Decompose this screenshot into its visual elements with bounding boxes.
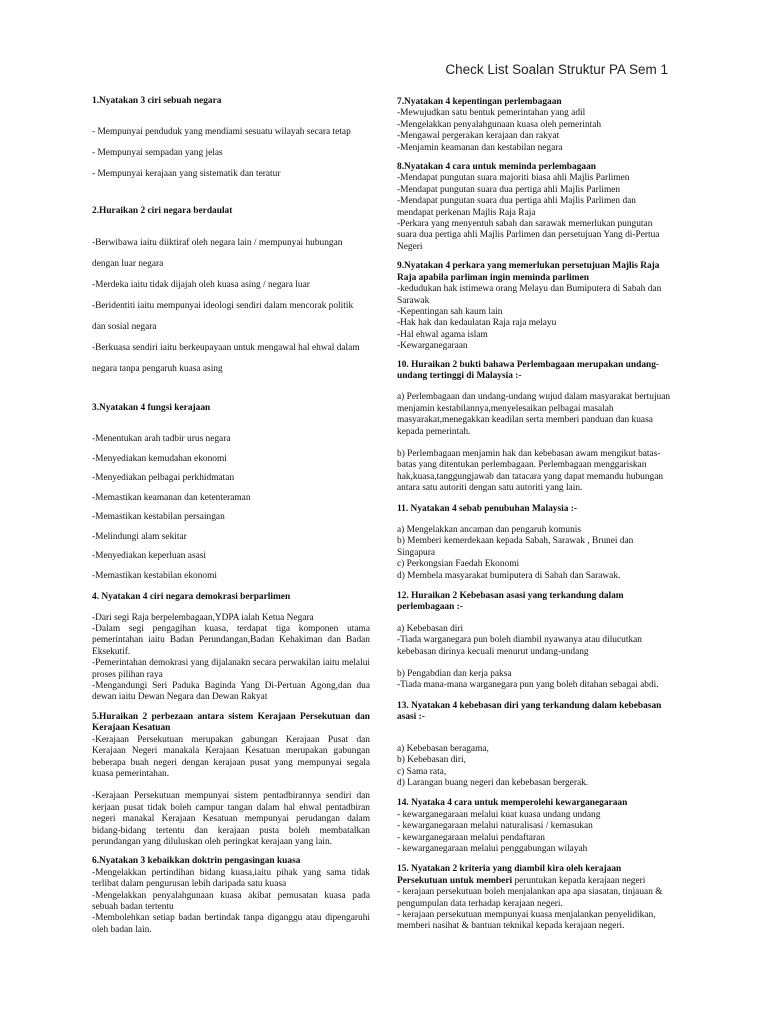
section-12-item-title: b) Pengabdian dan kerja paksa [397,669,512,680]
section-14 [397,798,673,855]
section-11-item: d) Membela masyarakat bumiputera di Sabah dan Sarawak. [397,570,621,581]
section-15 [397,864,673,932]
section-6-point: -Mengelakkan penyalahgunaan kuasa akibat pemusatan kuasa pada sebuah badan tertentu [92,890,370,912]
section-9 [397,261,673,352]
section-2-item: negara tanpa pengaruh kuasa asing [92,363,223,374]
section-7-heading: 7.Nyatakan 4 kepentingan perlembagaan [397,97,562,107]
section-4-point: -Mengandungi Seri Paduka Baginda Yang Di-Pertuan Agong,dan dua dewan iaitu Dewan Negara dan Dewan Rakyat [92,681,370,703]
section-3-item: -Memastikan kestabilan persaingan [92,512,225,523]
section-6-heading: 6.Nyatakan 3 kebaikkan doktrin pengasingan kuasa [92,856,301,867]
section-13-heading: 13. Nyatakan 4 kebebasan diri yang terkandung dalam kebebasan asasi :- [397,700,662,723]
section-7 [397,97,673,154]
section-12 [397,591,673,692]
section-13-item: c) Sama rata, [397,766,447,777]
section-2-item: -Merdeka iaitu tidak dijajah oleh kuasa asing / negara luar [92,279,310,290]
section-10-point: b) Perlembagaan menjamin hak dan kebebasan awam mengikut batas-batas yang ditentukan perlembagaan. Perlembagaan menggariskan hak,kuasa,tanggungjawab dan tatacara yang dapat memandu hubungan antara satu autoriti dengan satu autoriti yang lain. [397,448,664,494]
section-4 [92,592,370,704]
document-title: Check List Soalan Struktur PA Sem 1 [445,62,668,77]
section-9-heading: 9.Nyatakan 4 perkara yang memerlukan persetujuan Majlis Raja Raja apabila parliman ingin meminda parlimen [397,261,660,283]
section-10 [397,360,673,495]
section-2-heading: 2.Huraikan 2 ciri negara berdaulat [92,206,233,217]
section-7-item: -Mewujudkan satu bentuk pemerintahan yang adil [397,108,586,119]
section-12-heading: 12. Huraikan 2 Kebebasan asasi yang terkandung dalam perlembagaan :- [397,591,624,613]
section-12-item-text: -Tiada warganegara pun boleh diambil nyawanya atau dilucutkan kebebasan dirinya kecuali menurut undang-undang [397,635,642,657]
section-14-item: - kewarganegaraan melalui penggabungan wilayah [397,843,588,854]
section-2-item: dan sosial negara [92,321,157,332]
section-9-item: -Kewarganegaraan [397,341,468,352]
section-2-item: dengan luar negara [92,258,164,269]
section-3-item: -Melindungi alam sekitar [92,531,187,542]
section-11-item: a) Mengelakkan ancaman dan pengaruh komunis [397,525,582,535]
section-13-item: b) Kebebasan diri, [397,755,466,766]
section-14-item: - kewarganegaraan melalui pendaftaran [397,832,545,843]
section-13-item: a) Kebebasan beragama, [397,743,489,754]
section-3-item: -Memastikan kestabilan ekonomi [92,570,217,581]
section-4-point: -Dari segi Raja berpelembagaan,YDPA ialah Ketua Negara [92,612,314,623]
section-2-item: -Beridentiti iaitu mempunyai ideologi sendiri dalam mencorak politik [92,300,354,311]
section-6 [92,856,370,936]
section-3-item: -Memastikan keamanan dan ketenteraman [92,492,251,503]
section-10-heading: 10. Huraikan 2 bukti bahawa Perlembagaan merupakan undang-undang tertinggi di Malaysia :- [397,359,660,381]
section-5-point: -Kerajaan Persekutuan merupakan gabungan Kerajaan Pusat dan Kerajaan Negeri manakala Kerajaan Kesatuan merupakan gabungan beberapa buah negeri dengan kerajaan pusat yang mempunyai segala kuasa pemerintahan. [92,734,370,779]
section-3-item: -Menyediakan keperluan asasi [92,551,207,562]
section-12-item-text: -Tiada mana-mana warganegara pun yang boleh ditahan sebagai abdi. [397,680,659,691]
section-11 [397,504,673,582]
section-11-item: b) Memberi kemerdekaan kepada Sabah, Sarawak , Brunei dan Singapura [397,536,634,558]
section-14-item: - kewarganegaraan melalui naturalisasi / kemasukan [397,821,593,832]
section-9-item: -kedudukan hak istimewa orang Melayu dan Bumiputera di Sabah dan Sarawak [397,284,662,306]
section-11-item: c) Perkongsian Faedah Ekonomi [397,559,520,570]
section-2-item: -Berwibawa iaitu diiktiraf oleh negara lain / mempunyai hubungan [92,237,343,248]
section-13-item: d) Larangan buang negeri dan kebebasan bergerak. [397,777,589,788]
section-10-point: a) Perlembagaan dan undang-undang wujud dalam masyarakat bertujuan menjamin kestabilannya,menyelesaikan pelbagai masalah masyarakat,menegakkan keadilan serta memberi panduan dan kuasa kepada pemerintah. [397,392,671,437]
section-4-heading: 4. Nyatakan 4 ciri negara demokrasi berparlimen [92,592,291,603]
section-3-heading: 3.Nyatakan 4 fungsi kerajaan [92,402,211,413]
section-1-item: - Mempunyai penduduk yang mendiami sesuatu wilayah secara tetap [92,127,351,138]
section-14-heading: 14. Nyataka 4 cara untuk memperolehi kewarganegaraan [397,798,628,809]
section-3-item: -Menyediakan pelbagai perkhidmatan [92,473,235,484]
section-1 [92,96,370,180]
section-5-heading: 5.Huraikan 2 perbezaan antara sistem Kerajaan Persekutuan dan Kerajaan Kesatuan [92,711,370,734]
section-8-item: -Perkara yang menyentuh sabah dan sarawak memerlukan pungutan suara dua pertiga ahli Majlis Parlimen dan persetujuan Yang di-Pertua Negeri [397,219,660,252]
section-12-item-title: a) Kebebasan diri [397,623,464,634]
section-1-item: - Mempunyai sempadan yang jelas [92,148,223,159]
section-15-item: - kerajaan persekutuan boleh menjalankan apa apa siasatan, tinjauan & pengumpulan data terhadap kerajaan negeri. [397,887,663,909]
section-4-point: -Dalam segi pengagihan kuasa, terdapat tiga komponen utama pemerintahan iaitu Badan Perundangan,Badan Kehakiman dan Badan Eksekutif. [92,624,370,657]
section-13 [397,701,673,789]
section-15-item: - kerajaan persekutuan mempunyai kuasa menjalankan penyelidikan, memberi nasihat & bantuan teknikal kepada kerajaan negeri. [397,909,656,932]
section-3-item: -Menyediakan kemudahan ekonomi [92,453,227,464]
section-15-heading-bold: 15. Nyatakan 2 kriteria yang diambil kira oleh kerajaan Persekutuan untuk memberi [397,864,622,886]
right-column [397,97,673,933]
section-6-point: -Mengelakkan pertindihan bidang kuasa,iaitu pihak yang sama tidak terlibat dalam pengurusan lebih daripada satu kuasa [92,867,370,890]
section-5 [92,712,370,848]
section-3-item: -Menentukan arah tadbir urus negara [92,434,231,445]
section-7-item: -Mengawal pergerakan kerajaan dan rakyat [397,131,560,142]
section-8-item: -Mendapat pungutan suara dua pertiga ahli Majlis Parlimen dan mendapat perkenan Majlis Raja Raja [397,196,636,218]
section-7-item: -Menjamin keamanan dan kestabilan negara [397,142,563,153]
section-15-heading-tail: peruntukan kepada kerajaan negeri [512,875,646,886]
section-9-item: -Kepentingan sah kaum lain [397,306,503,317]
section-8-item: -Mendapat pungutan suara dua pertiga ahli Majlis Parlimen [397,184,621,195]
section-7-item: -Mengelakkan penyalahgunaan kuasa oleh pemerintah [397,119,602,130]
section-2-item: -Berkuasa sendiri iaitu berkeupayaan untuk mengawal hal ehwal dalam [92,342,360,353]
section-6-point: -Membolehkan setiap badan bertindak tanpa diganggu atau dipengaruhi oleh badan lain. [92,913,370,935]
section-9-item: -Hak hak dan kedaulatan Raja raja melayu [397,318,557,329]
section-8-item: -Mendapat pungutan suara majoriti biasa ahli Majlis Parlimen [397,173,630,184]
section-11-heading: 11. Nyatakan 4 sebab penubuhan Malaysia :- [397,503,577,514]
section-5-point: -Kerajaan Persekutuan mempunyai sistem pentadbirannya sendiri dan kerjaan pusat tidak boleh campur tangan dalam hal ehwal pentadbiran negeri manakal Kerajaan Kesatuan mempunyai perudangan dalam bidang-bidang tertentu dan kerajaan pusta boleh membatalkan perundangan yang diluluskan oleh peringkat kerajaan yang lain. [92,791,370,847]
section-14-item: - kewarganegaraan melalui kuat kuasa undang undang [397,809,601,820]
section-9-item: -Hal ehwal agama islam [397,329,488,340]
section-8 [397,162,673,253]
section-15-heading [397,864,673,887]
left-column [92,96,370,936]
section-3 [92,403,370,582]
section-4-point: -Pemerintahan demokrasi yang dijalanakn secara perwakilan iaitu melalui proses pilihan raya [92,658,370,680]
section-8-heading: 8.Nyatakan 4 cara untuk meminda perlembagaan [397,162,596,173]
section-2 [92,206,370,374]
section-1-item: - Mempunyai kerajaan yang sistematik dan teratur [92,169,281,180]
section-1-heading: 1.Nyatakan 3 ciri sebuah negara [92,96,222,106]
